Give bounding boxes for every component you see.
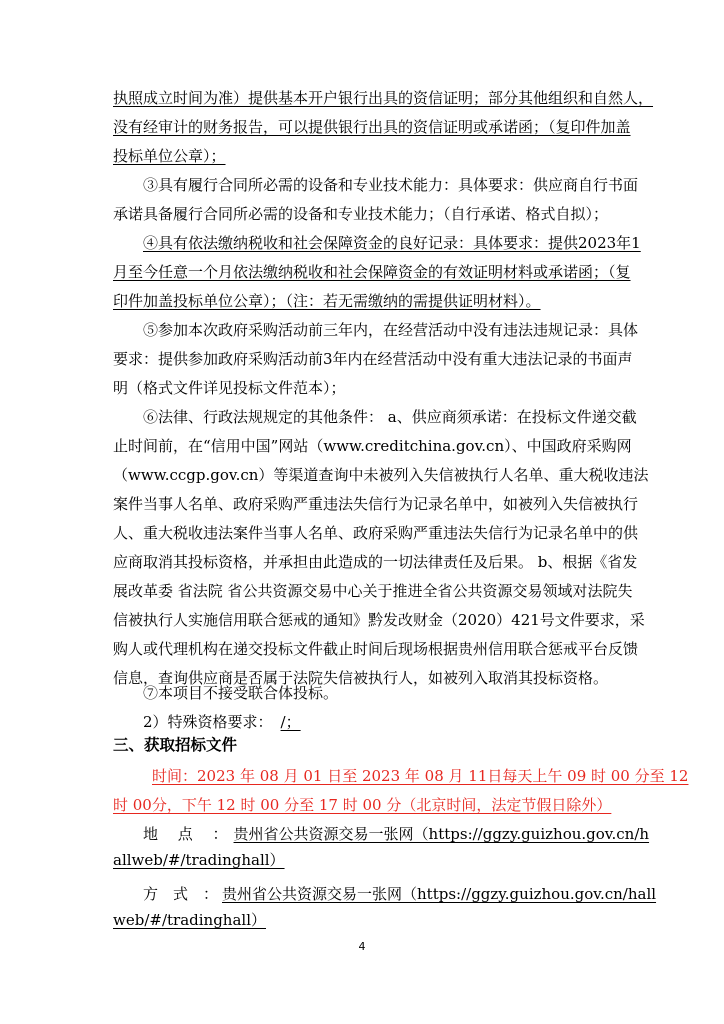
- requirement-4-line-3: 印件加盖投标单位公章）；（注：若无需缴纳的需提供证明材料）。: [113, 292, 541, 310]
- acquisition-place: [143, 824, 649, 844]
- requirement-6-line-7: 展改革委 省法院 省公共资源交易中心关于推进全省公共资源交易领域对法院失: [113, 582, 633, 600]
- requirement-6-line-8: 信被执行人实施信用联合惩戒的通知》黔发改财金（2020）421号文件要求，采: [113, 611, 645, 629]
- acquisition-time-line-2: 时 00分，下午 12 时 00 分至 17 时 00 分（北京时间，法定节假日除外）: [113, 796, 612, 814]
- requirement-6-line-9: 购人或代理机构在递交投标文件截止时间后现场根据贵州信用联合惩戒平台反馈: [113, 640, 639, 658]
- acquisition-place-value-line-2[interactable]: allweb/#/tradinghall）: [113, 851, 285, 869]
- requirement-5-line-2: 要求：提供参加政府采购活动前3年内在经营活动中没有重大违法记录的书面声: [113, 350, 633, 368]
- requirement-6-line-4: 案件当事人名单、政府采购严重违法失信行为记录名单中，如被列入失信被执行: [113, 495, 639, 513]
- page-number: 4: [358, 940, 366, 953]
- requirement-5-line-1: ⑤参加本次政府采购活动前三年内，在经营活动中没有违法违规记录：具体: [143, 321, 639, 339]
- requirement-6-line-10: 信息，查询供应商是否属于法院失信被执行人，如被列入取消其投标资格。: [113, 669, 609, 687]
- requirement-3-line-2: 承诺具备履行合同所必需的设备和专业技术能力；（自行承诺、格式自拟）；: [113, 205, 609, 223]
- section-heading-obtain-documents: 三、获取招标文件: [113, 736, 238, 754]
- special-requirements-label: 2）特殊资格要求：: [143, 713, 273, 731]
- special-requirements: [143, 712, 301, 732]
- qualification-line-2: 没有经审计的财务报告，可以提供银行出具的资信证明或承诺函；（复印件加盖: [113, 118, 631, 136]
- requirement-7-line-1: ⑦本项目不接受联合体投标。: [143, 684, 339, 702]
- qualification-line-3: 投标单位公章）；: [113, 147, 226, 165]
- acquisition-place-value-line-1[interactable]: 贵州省公共资源交易一张网（https://ggzy.guizhou.gov.cn/h: [233, 825, 650, 843]
- qualification-line-1: 执照成立时间为准）提供基本开户银行出具的资信证明；部分其他组织和自然人，: [113, 89, 654, 107]
- requirement-4-line-2: 月至今任意一个月依法缴纳税收和社会保障资金的有效证明材料或承诺函；（复: [113, 263, 631, 281]
- requirement-6-line-1: ⑥法律、行政法规规定的其他条件： a、供应商须承诺：在投标文件递交截: [143, 408, 637, 426]
- requirement-6-line-3: （www.ccgp.gov.cn）等渠道查询中未被列入失信被执行人名单、重大税收违法: [113, 466, 649, 484]
- requirement-6-line-2: 止时间前，在“信用中国”网站（www.creditchina.gov.cn）、中国政府采购网: [113, 437, 632, 455]
- requirement-4-line-1: ④具有依法缴纳税收和社会保障资金的良好记录：具体要求：提供2023年1: [143, 234, 641, 252]
- acquisition-method-label: 方 式 ：: [143, 885, 219, 903]
- acquisition-place-label: 地 点 ：: [143, 825, 228, 843]
- requirement-6-line-5: 人、重大税收违法案件当事人名单、政府采购严重违法失信行为记录名单中的供: [113, 524, 639, 542]
- acquisition-method: [143, 884, 656, 904]
- acquisition-time-line-1: 时间：2023 年 08 月 01 日至 2023 年 08 月 11日每天上午 09 时 00 分至 12: [152, 767, 689, 785]
- special-requirements-value: /；: [280, 713, 301, 731]
- requirement-3-line-1: ③具有履行合同所必需的设备和专业技术能力：具体要求：供应商自行书面: [143, 176, 639, 194]
- requirement-6-line-6: 应商取消其投标资格，并承担由此造成的一切法律责任及后果。 b、根据《省发: [113, 553, 638, 571]
- acquisition-method-value-line-1[interactable]: 贵州省公共资源交易一张网（https://ggzy.guizhou.gov.cn/hall: [222, 885, 657, 903]
- requirement-5-line-3: 明（格式文件详见投标文件范本）；: [113, 379, 346, 397]
- acquisition-method-value-line-2[interactable]: web/#/tradinghall）: [113, 911, 266, 929]
